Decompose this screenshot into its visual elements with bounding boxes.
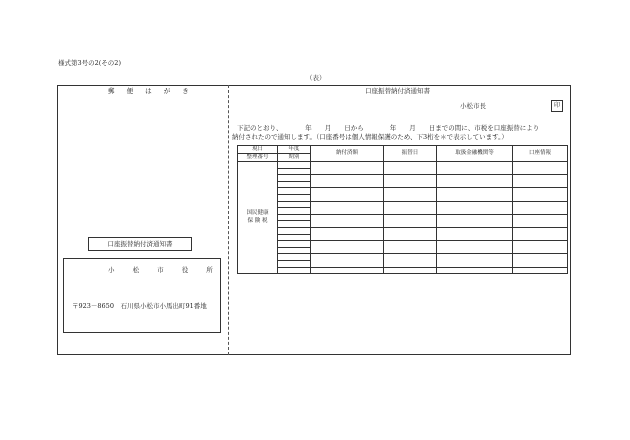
- tax-name-line2: 保 険 税: [247, 218, 268, 225]
- office-address: 〒923－8650 石川県小松市小馬出町91番地: [72, 302, 207, 310]
- date-cell: [384, 267, 437, 274]
- header-ref-number: 整理番号: [238, 154, 278, 162]
- header-term: 期別: [278, 154, 311, 162]
- bank-cell: [437, 175, 513, 188]
- bank-cell: [437, 227, 513, 240]
- header-date: 振替日: [384, 146, 437, 162]
- account-cell: [513, 188, 568, 201]
- header-tax-year: 現日: [238, 146, 278, 154]
- postcard-label: 郵 便 は が き: [108, 87, 194, 95]
- amount-cell: [311, 254, 384, 267]
- term-cell: [278, 168, 311, 175]
- account-cell: [513, 241, 568, 254]
- account-cell: [513, 162, 568, 175]
- date-cell: [384, 227, 437, 240]
- side-label: （表）: [306, 74, 326, 82]
- bank-cell: [437, 188, 513, 201]
- tax-name-cell: [238, 162, 278, 274]
- header-amount: 納付済額: [311, 146, 384, 162]
- term-cell: [278, 208, 311, 215]
- account-cell: [513, 254, 568, 267]
- term-cell: [278, 214, 311, 221]
- account-cell: [513, 227, 568, 240]
- account-cell: [513, 267, 568, 274]
- term-cell: [278, 260, 311, 267]
- seal-mark: 印: [551, 100, 563, 112]
- amount-cell: [311, 241, 384, 254]
- document-title: 口座振替納付済通知書: [365, 87, 430, 95]
- amount-cell: [311, 188, 384, 201]
- amount-cell: [311, 214, 384, 227]
- bank-cell: [437, 201, 513, 214]
- date-cell: [384, 162, 437, 175]
- term-cell: [278, 241, 311, 248]
- amount-cell: [311, 175, 384, 188]
- body-text-line1: 下記のとおり、 年 月 日から 年 月 日までの間に、市税を口座振替により: [237, 124, 540, 132]
- term-cell: [278, 247, 311, 254]
- header-bank: 取扱金融機関等: [437, 146, 513, 162]
- date-cell: [384, 201, 437, 214]
- amount-cell: [311, 162, 384, 175]
- term-cell: [278, 175, 311, 182]
- mayor-label: 小松市長: [460, 102, 486, 110]
- term-cell: [278, 162, 311, 169]
- office-name: 小 松 市 役 所: [108, 266, 221, 274]
- amount-cell: [311, 227, 384, 240]
- date-cell: [384, 254, 437, 267]
- term-cell: [278, 188, 311, 195]
- bank-cell: [437, 214, 513, 227]
- term-cell: [278, 221, 311, 228]
- account-cell: [513, 201, 568, 214]
- header-fiscal-year: 年度: [278, 146, 311, 154]
- amount-cell: [311, 201, 384, 214]
- fold-divider: [228, 85, 229, 355]
- date-cell: [384, 188, 437, 201]
- form-number: 様式第3号の2(その2): [58, 59, 121, 67]
- account-cell: [513, 214, 568, 227]
- date-cell: [384, 214, 437, 227]
- term-cell: [278, 254, 311, 261]
- tax-name-line1: 国民健康: [246, 209, 269, 216]
- term-cell: [278, 227, 311, 234]
- bank-cell: [437, 267, 513, 274]
- bank-cell: [437, 254, 513, 267]
- term-cell: [278, 194, 311, 201]
- term-cell: [278, 267, 311, 274]
- date-cell: [384, 175, 437, 188]
- notice-title-box: 口座振替納付済通知書: [88, 237, 192, 251]
- term-cell: [278, 201, 311, 208]
- account-cell: [513, 175, 568, 188]
- term-cell: [278, 234, 311, 241]
- term-cell: [278, 181, 311, 188]
- body-text-line2: 納付されたので通知します。（口座番号は個人情報保護のため、下3桁を＊で表示しています。）: [232, 133, 508, 141]
- payment-table: [237, 145, 568, 274]
- date-cell: [384, 241, 437, 254]
- header-account: 口座情報: [513, 146, 568, 162]
- bank-cell: [437, 241, 513, 254]
- amount-cell: [311, 267, 384, 274]
- bank-cell: [437, 162, 513, 175]
